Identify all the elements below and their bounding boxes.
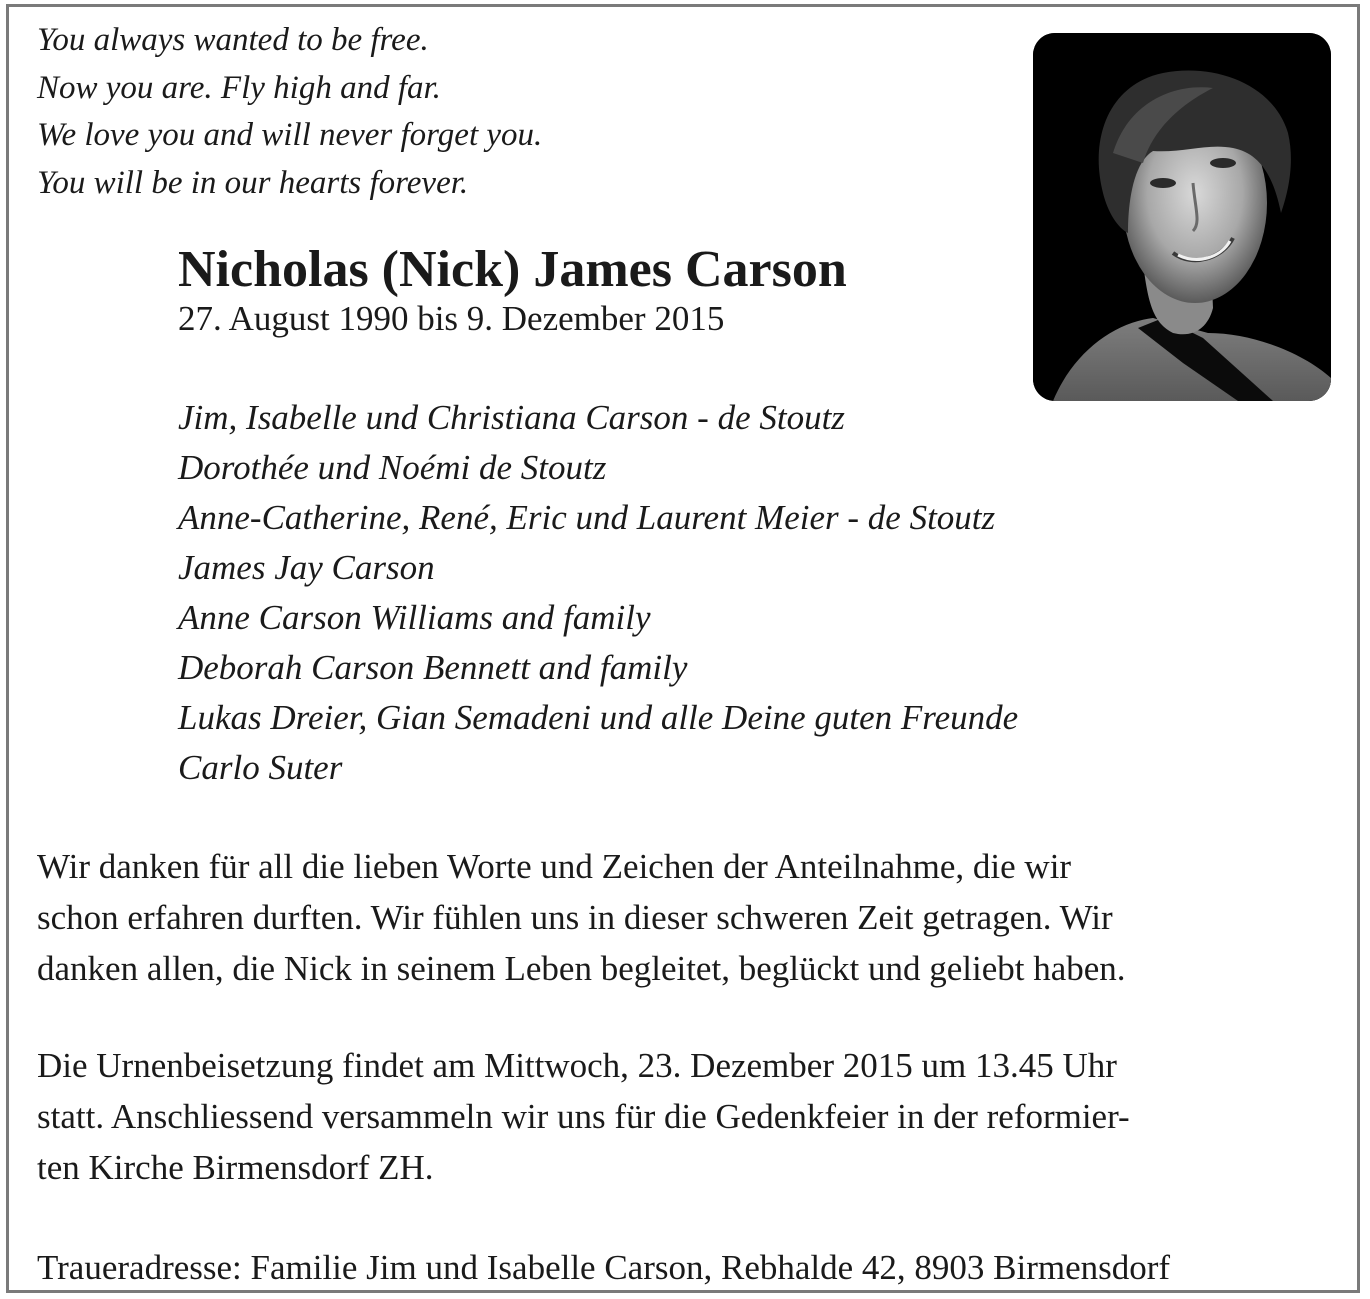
mourner-line: Anne Carson Williams and family bbox=[178, 598, 651, 637]
burial-line: ten Kirche Birmensdorf ZH. bbox=[37, 1148, 434, 1187]
portrait-photo bbox=[1033, 33, 1331, 401]
poem-line: You will be in our hearts forever. bbox=[37, 164, 469, 201]
mourner-line: James Jay Carson bbox=[178, 548, 435, 587]
mourners-list bbox=[178, 393, 1018, 793]
burial-paragraph bbox=[37, 1040, 1337, 1193]
mourning-address: Traueradresse: Familie Jim und Isabelle Carson, Rebhalde 42, 8903 Birmensdorf bbox=[37, 1248, 1171, 1287]
poem-line: We love you and will never forget you. bbox=[37, 117, 543, 153]
mourner-line: Anne-Catherine, René, Eric und Laurent Meier - de Stoutz bbox=[178, 498, 996, 537]
life-dates: 27. August 1990 bis 9. Dezember 2015 bbox=[178, 299, 725, 338]
poem-line: Now you are. Fly high and far. bbox=[37, 69, 441, 106]
mourner-line: Dorothée und Noémi de Stoutz bbox=[178, 448, 607, 487]
deceased-name: Nicholas (Nick) James Carson bbox=[178, 241, 847, 298]
thanks-paragraph bbox=[37, 841, 1337, 994]
thanks-line: danken allen, die Nick in seinem Leben begleitet, beglückt und geliebt haben. bbox=[37, 949, 1126, 988]
poem bbox=[37, 17, 542, 207]
mourner-line: Jim, Isabelle und Christiana Carson - de Stoutz bbox=[178, 398, 845, 437]
mourner-line: Deborah Carson Bennett and family bbox=[178, 648, 688, 687]
burial-line: Die Urnenbeisetzung findet am Mittwoch, 23. Dezember 2015 um 13.45 Uhr bbox=[37, 1046, 1117, 1085]
thanks-line: schon erfahren durften. Wir fühlen uns in dieser schweren Zeit getragen. Wir bbox=[37, 898, 1113, 937]
poem-line: You always wanted to be free. bbox=[37, 22, 429, 58]
mourner-line: Lukas Dreier, Gian Semadeni und alle Deine guten Freunde bbox=[178, 698, 1019, 737]
announcement-frame bbox=[6, 4, 1360, 1293]
portrait-illustration bbox=[1033, 33, 1331, 401]
thanks-line: Wir danken für all die lieben Worte und Zeichen der Anteilnahme, die wir bbox=[37, 847, 1072, 886]
burial-line: statt. Anschliessend versammeln wir uns für die Gedenkfeier in der reformier- bbox=[37, 1097, 1130, 1136]
mourner-line: Carlo Suter bbox=[178, 748, 343, 787]
